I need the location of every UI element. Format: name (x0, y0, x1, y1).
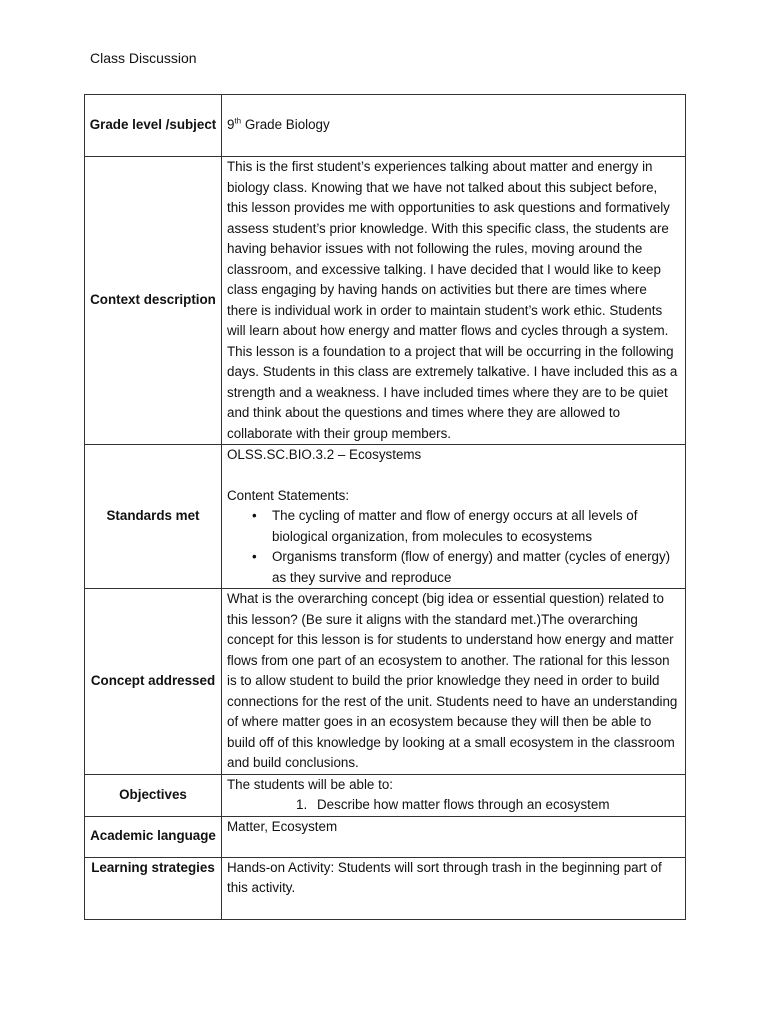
learning-strategies-text: Hands-on Activity: Students will sort through trash in the beginning part of this activity. (227, 859, 662, 895)
list-item: • The cycling of matter and flow of energy occurs at all levels of biological organization, from molecules to ecosystems (272, 506, 681, 547)
learning-strategies-cell (222, 857, 686, 919)
objectives-list (227, 795, 681, 816)
table-row-grade (85, 95, 686, 157)
academic-language-cell (222, 816, 686, 857)
academic-language-text: Matter, Ecosystem (227, 818, 338, 834)
learning-strategies-label: Learning strategies (85, 857, 222, 919)
grade-level-value (222, 95, 686, 157)
grade-subject: Grade Biology (241, 117, 330, 133)
content-statements-heading: Content Statements: (227, 487, 350, 503)
grade-level-label: Grade level /subject (85, 95, 222, 157)
objective-number: 1. (296, 797, 308, 812)
table-row-learning (85, 857, 686, 919)
context-text: This is the first student’s experiences talking about matter and energy in biology class. Knowing that we have not talked about this subject before, this lesson provides me with opportunities to ask questions and formatively assess student’s prior knowledge. With this specific class, the students are having behavior issues with not following the rules, moving around the classroom, and excessive talking. I have decided that I would like to keep class engaging by having hands on activities but there are times where there is individual work in order to maintain student’s work ethic. Students will learn about how energy and matter flows and cycles through a system. This lesson is a foundation to a project that will be occurring in the following days. Students in this class are extremely talkative. I have included this as a strength and a weakness. I have included times where they are to be quiet and think about the questions and times where they are allowed to collaborate with their group members. (227, 159, 678, 441)
standards-bullet-list (227, 506, 681, 588)
table-row-context (85, 157, 686, 445)
objective-text: Describe how matter flows through an ecosystem (317, 797, 610, 812)
objectives-intro: The students will be able to: (227, 776, 393, 792)
concept-label: Concept addressed (85, 589, 222, 775)
concept-text: What is the overarching concept (big idea or essential question) related to this lesson? (Be sure it aligns with the standard met.)The overarching concept for this lesson is for students to understand how energy and matter flows from one part of an ecosystem to another. The rational for this lesson is to allow student to build the prior knowledge they need in order to build connections for the rest of the unit. Students need to have an understanding of where matter goes in an ecosystem because they will then be able to build off of this knowledge by looking at a small ecosystem in the classroom and build conclusions. (227, 591, 678, 770)
concept-cell (222, 589, 686, 775)
context-cell (222, 157, 686, 445)
standards-cell (222, 445, 686, 589)
list-item (296, 795, 681, 816)
context-label: Context description (85, 157, 222, 445)
standards-code: OLSS.SC.BIO.3.2 – Ecosystems (227, 447, 422, 462)
grade-number: 9 (227, 117, 235, 133)
academic-language-label: Academic language (85, 816, 222, 857)
table-row-academic (85, 816, 686, 857)
lesson-plan-table (84, 94, 686, 920)
table-row-objectives (85, 774, 686, 816)
standards-label: Standards met (85, 445, 222, 589)
objectives-label: Objectives (85, 774, 222, 816)
document-header: Class Discussion (90, 50, 197, 66)
objectives-cell (222, 774, 686, 816)
table-row-standards (85, 445, 686, 589)
list-item: • Organisms transform (flow of energy) and matter (cycles of energy) as they survive and reproduce (272, 547, 681, 588)
grade-ordinal: th (234, 116, 242, 126)
table-row-concept (85, 589, 686, 775)
